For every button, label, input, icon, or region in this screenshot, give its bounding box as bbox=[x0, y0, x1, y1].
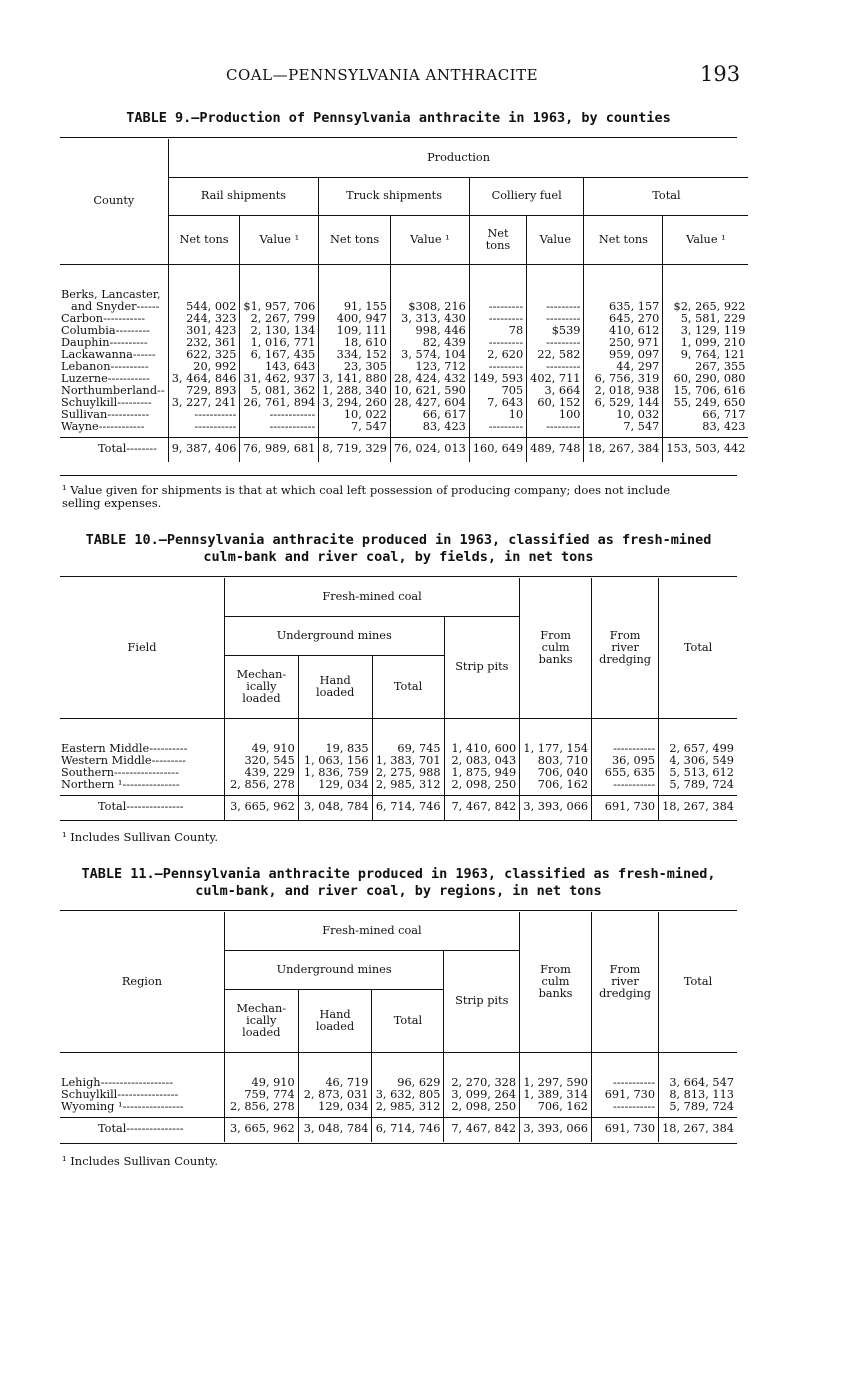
table9-col-rail-tons bbox=[168, 264, 240, 437]
table10-caption bbox=[60, 532, 737, 566]
table11-header-culm bbox=[520, 912, 592, 1052]
table-cell: 19, 835 bbox=[325, 741, 369, 755]
table-cell: --------- bbox=[546, 299, 581, 313]
table-cell: 31, 462, 937 bbox=[243, 371, 316, 385]
table-cell: 3, 664, 547 bbox=[669, 1075, 734, 1089]
table-cell: 66, 617 bbox=[422, 407, 466, 421]
table10-col-mech bbox=[225, 718, 299, 795]
table-cell: ----------- bbox=[194, 419, 237, 433]
table-cell: 2, 083, 043 bbox=[451, 753, 517, 767]
spacer bbox=[587, 289, 659, 301]
row-label: Lebanon---------- bbox=[61, 359, 149, 373]
header-line: From bbox=[609, 628, 641, 642]
caption-line: culm-bank, and river coal, by regions, in net tons bbox=[195, 883, 602, 899]
table10-header-strip: Strip pits bbox=[444, 616, 520, 718]
table9-col-truck-value bbox=[390, 264, 469, 437]
caption-line: TABLE 11.—Pennsylvania anthracite produced in 1963, classified as fresh-mined, bbox=[81, 866, 716, 882]
table-cell: 250, 971 bbox=[609, 335, 660, 349]
row-label: Schuylkill--------- bbox=[61, 395, 152, 409]
table10-col-hand bbox=[298, 718, 372, 795]
table-cell: --------- bbox=[546, 419, 581, 433]
header-line: ically bbox=[246, 679, 277, 693]
table-cell: 83, 423 bbox=[422, 419, 466, 433]
table-cell: 410, 612 bbox=[609, 323, 660, 337]
table9-header-net-tons bbox=[469, 215, 526, 264]
table-cell: 5, 513, 612 bbox=[669, 765, 734, 779]
table-cell: 2, 098, 250 bbox=[451, 1099, 517, 1113]
table9-header-net-tons: Net tons bbox=[584, 215, 663, 264]
caption-line: culm-bank and river coal, by fields, in net tons bbox=[203, 549, 594, 565]
table11-col-hand bbox=[298, 1052, 372, 1117]
table-cell: Eastern Middle---------- bbox=[61, 741, 188, 755]
table11-col-culm bbox=[520, 1052, 592, 1117]
table-cell: 400, 947 bbox=[336, 311, 387, 325]
table-cell: 2, 985, 312 bbox=[375, 1099, 441, 1113]
row-label: Berks, Lancaster, bbox=[61, 287, 161, 301]
table-cell: 129, 034 bbox=[318, 777, 369, 791]
header-line: Mechan- bbox=[236, 667, 287, 681]
table-cell: 15, 706, 616 bbox=[673, 383, 746, 397]
table-cell: --------- bbox=[488, 311, 524, 325]
table-cell: $308, 216 bbox=[408, 299, 466, 313]
table-cell: 2, 130, 134 bbox=[250, 323, 316, 337]
table-cell: 2, 873, 031 bbox=[303, 1087, 369, 1101]
table11-total-label: Total--------------- bbox=[60, 1117, 224, 1142]
table10-header-ug-total: Total bbox=[372, 655, 444, 718]
table-cell: 3, 632, 805 bbox=[375, 1087, 441, 1101]
table10-total-cell: 691, 730 bbox=[592, 795, 659, 820]
table11-header-fresh-mined: Fresh-mined coal bbox=[224, 912, 519, 950]
table-cell: --------- bbox=[488, 419, 524, 433]
table-cell: 8, 813, 113 bbox=[669, 1087, 734, 1101]
spacer bbox=[243, 289, 315, 301]
table-cell: 3, 129, 119 bbox=[680, 323, 746, 337]
header-line: From bbox=[540, 628, 571, 642]
table-cell: 1, 288, 340 bbox=[322, 383, 387, 397]
table11-total-cell: 6, 714, 746 bbox=[372, 1117, 444, 1142]
spacer bbox=[394, 289, 466, 301]
table-cell: 10, 022 bbox=[343, 407, 387, 421]
table9-caption: TABLE 9.—Production of Pennsylvania anthracite in 1963, by counties bbox=[126, 110, 671, 126]
spacer bbox=[322, 289, 387, 301]
table9-header-truck: Truck shipments bbox=[319, 177, 470, 215]
table-cell: 49, 910 bbox=[251, 741, 295, 755]
table-cell: 5, 789, 724 bbox=[669, 777, 734, 791]
table9-header-county: County bbox=[60, 139, 168, 264]
table-cell: 143, 643 bbox=[264, 359, 316, 373]
table11-header-ug-total: Total bbox=[372, 989, 444, 1052]
table-cell: ----------- bbox=[194, 407, 237, 421]
table-cell: 6, 756, 319 bbox=[594, 371, 660, 385]
table-cell: 28, 424, 432 bbox=[393, 371, 466, 385]
table9-total-label: Total-------- bbox=[60, 437, 168, 462]
table-cell: Western Middle--------- bbox=[61, 753, 186, 767]
table-cell: 22, 582 bbox=[537, 347, 581, 361]
table-cell: 645, 270 bbox=[609, 311, 660, 325]
table10-total-cell: 6, 714, 746 bbox=[372, 795, 444, 820]
page-number: 193 bbox=[700, 62, 741, 86]
table9-header-net-tons: Net tons bbox=[319, 215, 391, 264]
header-line: loaded bbox=[315, 1019, 355, 1033]
row-label: Lackawanna------ bbox=[61, 347, 156, 361]
table-cell: ----------- bbox=[613, 1075, 656, 1089]
table-cell: 149, 593 bbox=[472, 371, 524, 385]
table-cell: --------- bbox=[488, 299, 524, 313]
table11 bbox=[60, 912, 737, 1142]
table11-header-mech bbox=[224, 989, 298, 1052]
table9-total-cell: 489, 748 bbox=[527, 437, 584, 462]
table-cell: 655, 635 bbox=[604, 765, 656, 779]
table-cell: 60, 152 bbox=[537, 395, 581, 409]
table9-total-cell: 8, 719, 329 bbox=[319, 437, 391, 462]
table-cell: 267, 355 bbox=[695, 359, 746, 373]
row-label: Carbon----------- bbox=[61, 311, 146, 325]
table-cell: 232, 361 bbox=[186, 335, 237, 349]
table9-col-colliery-value bbox=[527, 264, 584, 437]
table9-header-net-tons: Net tons bbox=[168, 215, 240, 264]
table-cell: 1, 410, 600 bbox=[451, 741, 517, 755]
table-cell: 2, 018, 938 bbox=[594, 383, 660, 397]
table-cell: 2, 275, 988 bbox=[375, 765, 441, 779]
table-cell: 83, 423 bbox=[702, 419, 746, 433]
table-cell: 6, 529, 144 bbox=[594, 395, 660, 409]
spacer bbox=[172, 289, 237, 301]
table-cell: ----------- bbox=[613, 777, 656, 791]
table-cell: --------- bbox=[546, 359, 581, 373]
table10 bbox=[60, 578, 737, 820]
footnote-line: ¹ Value given for shipments is that at which coal left possession of producing company; does not include bbox=[62, 483, 671, 497]
table-cell: 20, 992 bbox=[193, 359, 237, 373]
table11-total-cell: 18, 267, 384 bbox=[659, 1117, 737, 1142]
table-cell: 301, 423 bbox=[186, 323, 237, 337]
table-cell: 2, 270, 328 bbox=[451, 1075, 517, 1089]
table-cell: 959, 097 bbox=[609, 347, 660, 361]
running-title: COAL—PENNSYLVANIA ANTHRACITE bbox=[226, 66, 539, 84]
row-label: Luzerne----------- bbox=[61, 371, 150, 385]
table-cell: 803, 710 bbox=[537, 753, 589, 767]
table10-col-total bbox=[659, 718, 737, 795]
table-cell: 78 bbox=[508, 323, 524, 337]
table-cell: 1, 875, 949 bbox=[451, 765, 517, 779]
table10-col-field bbox=[60, 718, 225, 795]
header-line: loaded bbox=[242, 1025, 281, 1039]
table-cell: 123, 712 bbox=[415, 359, 466, 373]
table-cell: 100 bbox=[558, 407, 581, 421]
table9-total-cell: 18, 267, 384 bbox=[584, 437, 663, 462]
table-cell: Northern ¹--------------- bbox=[61, 777, 180, 791]
table-cell: 706, 162 bbox=[537, 777, 589, 791]
table-cell: 3, 574, 104 bbox=[401, 347, 466, 361]
table-cell: 28, 427, 604 bbox=[393, 395, 466, 409]
row-label: Dauphin---------- bbox=[61, 335, 148, 349]
table9-total-cell: 76, 024, 013 bbox=[390, 437, 469, 462]
table11-caption bbox=[60, 866, 737, 900]
table10-bottom-rule bbox=[60, 820, 737, 821]
table-cell: 2, 657, 499 bbox=[669, 741, 734, 755]
table-cell: 1, 389, 314 bbox=[523, 1087, 588, 1101]
table11-col-mech bbox=[224, 1052, 298, 1117]
header-line: Hand bbox=[319, 1007, 351, 1021]
header-line: From bbox=[540, 962, 571, 976]
table-cell: ----------- bbox=[613, 741, 656, 755]
table11-col-total bbox=[659, 1052, 737, 1117]
table9-bottom-rule bbox=[60, 475, 737, 476]
table9-header-value: Value ¹ bbox=[390, 215, 469, 264]
table-cell: 49, 910 bbox=[251, 1075, 295, 1089]
table10-total-label: Total--------------- bbox=[60, 795, 225, 820]
table11-total-cell: 3, 393, 066 bbox=[520, 1117, 592, 1142]
table-cell: 18, 610 bbox=[343, 335, 387, 349]
table-cell: 1, 297, 590 bbox=[523, 1075, 588, 1089]
table-cell: 10, 621, 590 bbox=[393, 383, 466, 397]
table-cell: 5, 581, 229 bbox=[680, 311, 746, 325]
table-cell: 3, 664 bbox=[544, 383, 581, 397]
table-cell: 2, 267, 799 bbox=[250, 311, 316, 325]
table10-header-hand bbox=[298, 655, 372, 718]
table-cell: 1, 383, 701 bbox=[375, 753, 441, 767]
table-cell: 3, 294, 260 bbox=[322, 395, 387, 409]
table-cell: 729, 893 bbox=[186, 383, 237, 397]
header-line: culm bbox=[541, 974, 570, 988]
table-cell: --------- bbox=[488, 335, 524, 349]
table9-header-value: Value ¹ bbox=[663, 215, 749, 264]
table9-total-cell: 160, 649 bbox=[469, 437, 526, 462]
table9-header-value: Value bbox=[527, 215, 584, 264]
table-cell: 3, 313, 430 bbox=[401, 311, 466, 325]
table10-header-total: Total bbox=[659, 578, 737, 718]
row-label: Sullivan----------- bbox=[61, 407, 150, 421]
table-cell: 1, 063, 156 bbox=[303, 753, 369, 767]
running-header bbox=[0, 62, 850, 88]
table9-col-total-tons bbox=[584, 264, 663, 437]
table11-header-region: Region bbox=[60, 912, 224, 1052]
header-line: From bbox=[609, 962, 641, 976]
table10-col-culm bbox=[520, 718, 592, 795]
table9-footnote bbox=[62, 484, 742, 510]
table-cell: 9, 764, 121 bbox=[680, 347, 746, 361]
table-cell: 2, 856, 278 bbox=[229, 1099, 295, 1113]
table11-col-region bbox=[60, 1052, 224, 1117]
table11-header-hand bbox=[298, 989, 372, 1052]
table11-col-strip bbox=[444, 1052, 520, 1117]
table-cell: 2, 856, 278 bbox=[230, 777, 295, 791]
table-cell: 23, 305 bbox=[343, 359, 387, 373]
table9-total-cell: 153, 503, 442 bbox=[663, 437, 749, 462]
table-cell: 1, 177, 154 bbox=[523, 741, 589, 755]
table-cell: --------- bbox=[488, 359, 524, 373]
table9-header-rail: Rail shipments bbox=[168, 177, 319, 215]
table9-col-county bbox=[60, 264, 168, 437]
footnote-line: selling expenses. bbox=[62, 496, 162, 510]
table10-header-river bbox=[592, 578, 659, 718]
table-cell: 2, 985, 312 bbox=[375, 777, 441, 791]
table-cell: 26, 761, 894 bbox=[243, 395, 316, 409]
table11-header-strip: Strip pits bbox=[444, 950, 520, 1052]
table11-col-ug-total bbox=[372, 1052, 444, 1117]
table9-col-total-value bbox=[663, 264, 749, 437]
table-cell: 705 bbox=[501, 383, 524, 397]
table11-total-cell: 3, 665, 962 bbox=[224, 1117, 298, 1142]
table9-col-rail-value bbox=[240, 264, 319, 437]
table11-col-river bbox=[592, 1052, 659, 1117]
header-line: banks bbox=[538, 652, 573, 666]
table-cell: 10, 032 bbox=[616, 407, 660, 421]
table-cell: 439, 229 bbox=[244, 765, 295, 779]
table-cell: Wyoming ¹---------------- bbox=[61, 1099, 184, 1113]
table10-col-ug-total bbox=[372, 718, 444, 795]
spacer bbox=[530, 289, 580, 301]
table-cell: 2, 098, 250 bbox=[451, 777, 517, 791]
spacer bbox=[473, 289, 523, 301]
table10-total-cell: 7, 467, 842 bbox=[444, 795, 520, 820]
table9-col-truck-tons bbox=[319, 264, 391, 437]
table-cell: 7, 547 bbox=[623, 419, 660, 433]
table-cell: 635, 157 bbox=[609, 299, 660, 313]
table10-header-culm bbox=[520, 578, 592, 718]
table-cell: 36, 095 bbox=[611, 753, 656, 767]
table10-header-mech bbox=[225, 655, 299, 718]
table10-total-cell: 3, 048, 784 bbox=[298, 795, 372, 820]
table-cell: --------- bbox=[546, 311, 581, 325]
table-cell: $1, 957, 706 bbox=[243, 299, 316, 313]
table11-footnote: ¹ Includes Sullivan County. bbox=[62, 1154, 218, 1168]
caption-line: TABLE 10.—Pennsylvania anthracite produced in 1963, classified as fresh-mined bbox=[85, 532, 712, 548]
table11-bottom-rule bbox=[60, 1143, 737, 1144]
spacer bbox=[666, 289, 745, 301]
table9-col-colliery-tons bbox=[469, 264, 526, 437]
table-cell: 109, 111 bbox=[336, 323, 387, 337]
table-cell: 3, 464, 846 bbox=[171, 371, 237, 385]
table-cell: ------------ bbox=[269, 407, 316, 421]
table-cell: 1, 836, 759 bbox=[303, 765, 369, 779]
table-cell: 622, 325 bbox=[186, 347, 237, 361]
table10-total-cell: 3, 665, 962 bbox=[225, 795, 299, 820]
table9-top-rule bbox=[60, 137, 737, 138]
table11-total-cell: 3, 048, 784 bbox=[298, 1117, 372, 1142]
table9 bbox=[60, 139, 748, 462]
table10-col-river bbox=[592, 718, 659, 795]
table-cell: 7, 643 bbox=[487, 395, 524, 409]
table10-total-cell: 18, 267, 384 bbox=[659, 795, 737, 820]
header-line: river bbox=[611, 640, 639, 654]
table10-total-cell: 3, 393, 066 bbox=[520, 795, 592, 820]
table-cell: 5, 081, 362 bbox=[250, 383, 316, 397]
row-label: Northumberland-- bbox=[61, 383, 165, 397]
table-cell: 66, 717 bbox=[702, 407, 746, 421]
table-cell: 320, 545 bbox=[244, 753, 295, 767]
table-cell: 10 bbox=[508, 407, 524, 421]
table-cell: 3, 141, 880 bbox=[322, 371, 387, 385]
header-line: ically bbox=[246, 1013, 277, 1027]
table-cell: 69, 745 bbox=[397, 741, 441, 755]
header-line: culm bbox=[541, 640, 570, 654]
table-cell: 5, 789, 724 bbox=[669, 1099, 734, 1113]
table10-header-field: Field bbox=[60, 578, 225, 718]
table10-header-underground: Underground mines bbox=[225, 616, 445, 655]
header-line: river bbox=[611, 974, 639, 988]
table-cell: 3, 099, 264 bbox=[451, 1087, 517, 1101]
header-line: banks bbox=[538, 986, 573, 1000]
table11-header-river bbox=[592, 912, 659, 1052]
table-cell: 244, 323 bbox=[186, 311, 237, 325]
table-cell: 82, 439 bbox=[422, 335, 466, 349]
header-line: loaded bbox=[316, 685, 355, 699]
table-cell: 4, 306, 549 bbox=[669, 753, 734, 767]
header-line: Mechan- bbox=[236, 1001, 287, 1015]
table-cell: ----------- bbox=[613, 1099, 656, 1113]
table9-header-total: Total bbox=[584, 177, 748, 215]
table-cell: 544, 002 bbox=[186, 299, 237, 313]
table-cell: 998, 446 bbox=[415, 323, 466, 337]
table-cell: 91, 155 bbox=[343, 299, 387, 313]
table-cell: 46, 719 bbox=[325, 1075, 369, 1089]
header-line: Net bbox=[487, 226, 509, 240]
table9-header-production: Production bbox=[168, 139, 748, 177]
table-cell: $2, 265, 922 bbox=[673, 299, 746, 313]
table-cell: $539 bbox=[551, 323, 581, 337]
table-cell: 1, 099, 210 bbox=[680, 335, 746, 349]
table11-top-rule bbox=[60, 910, 737, 911]
table11-header-total: Total bbox=[659, 912, 737, 1052]
table-cell: 129, 034 bbox=[318, 1099, 369, 1113]
table-cell: 334, 152 bbox=[336, 347, 387, 361]
table-cell: 55, 249, 650 bbox=[673, 395, 746, 409]
table-cell: 706, 040 bbox=[537, 765, 589, 779]
header-line: tons bbox=[485, 238, 511, 252]
row-label: Wayne------------ bbox=[61, 419, 145, 433]
header-line: dredging bbox=[599, 986, 651, 1000]
table9-total-cell: 9, 387, 406 bbox=[168, 437, 240, 462]
table-cell: Southern----------------- bbox=[61, 765, 179, 779]
table-cell: Schuylkill---------------- bbox=[61, 1087, 179, 1101]
table-cell: 759, 774 bbox=[244, 1087, 295, 1101]
table-cell: 60, 290, 080 bbox=[673, 371, 746, 385]
header-line: dredging bbox=[599, 652, 652, 666]
table-cell: 2, 620 bbox=[487, 347, 524, 361]
header-line: loaded bbox=[242, 691, 281, 705]
table9-header-colliery: Colliery fuel bbox=[469, 177, 584, 215]
table9-header-value: Value ¹ bbox=[240, 215, 319, 264]
table11-header-underground: Underground mines bbox=[224, 950, 444, 989]
table-cell: 691, 730 bbox=[604, 1087, 656, 1101]
table-cell: 706, 162 bbox=[537, 1099, 588, 1113]
table-cell: 3, 227, 241 bbox=[171, 395, 237, 409]
table-cell: 402, 711 bbox=[530, 371, 581, 385]
row-label: Columbia--------- bbox=[61, 323, 150, 337]
table-cell: --------- bbox=[546, 335, 581, 349]
table11-total-cell: 7, 467, 842 bbox=[444, 1117, 520, 1142]
table-cell: 1, 016, 771 bbox=[250, 335, 316, 349]
table-cell: 96, 629 bbox=[397, 1075, 441, 1089]
table-cell: Lehigh------------------- bbox=[61, 1075, 174, 1089]
table11-total-cell: 691, 730 bbox=[592, 1117, 659, 1142]
table10-top-rule bbox=[60, 576, 737, 577]
table-cell: 6, 167, 435 bbox=[250, 347, 316, 361]
table-cell: 7, 547 bbox=[351, 419, 387, 433]
table10-col-strip bbox=[444, 718, 520, 795]
table-cell: 44, 297 bbox=[616, 359, 660, 373]
table9-total-cell: 76, 989, 681 bbox=[240, 437, 319, 462]
table10-header-fresh-mined: Fresh-mined coal bbox=[225, 578, 520, 616]
table-cell: ------------ bbox=[269, 419, 316, 433]
table10-footnote: ¹ Includes Sullivan County. bbox=[62, 830, 218, 844]
header-line: Hand bbox=[319, 673, 351, 687]
row-label: and Snyder------ bbox=[71, 299, 160, 313]
